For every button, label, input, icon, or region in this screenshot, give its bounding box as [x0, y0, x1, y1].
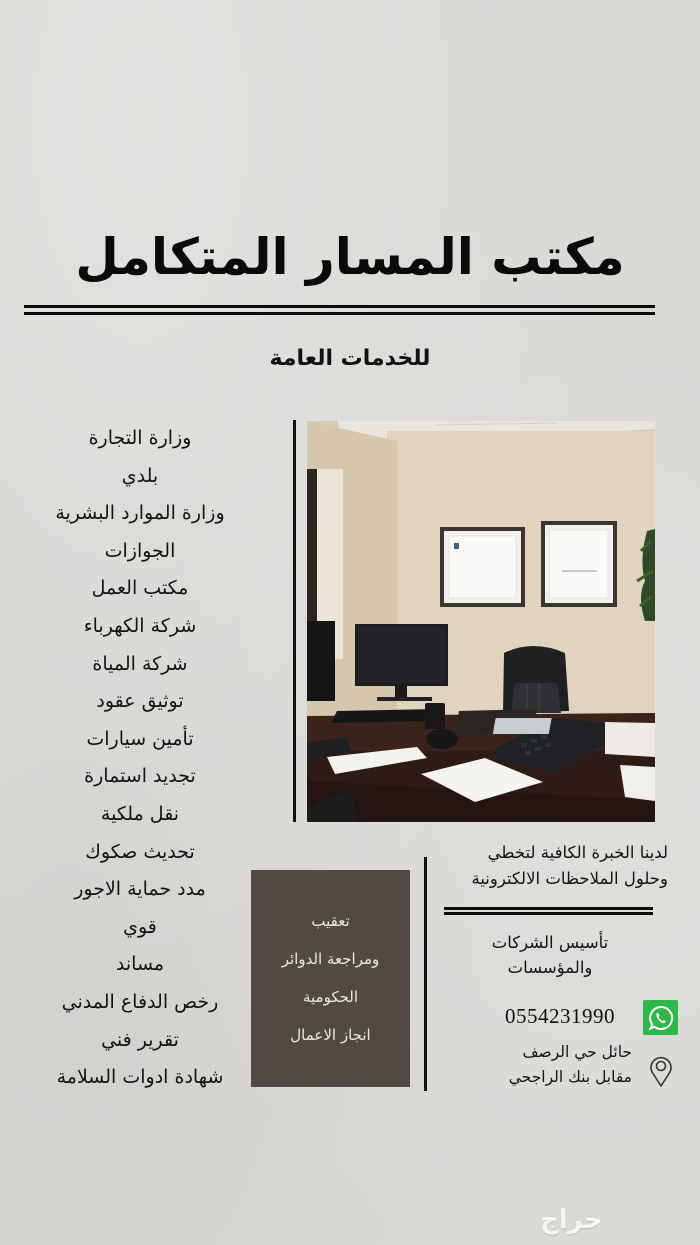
whatsapp-icon[interactable]	[643, 1000, 678, 1035]
office-photo	[307, 421, 655, 822]
service-item: وزارة الموارد البشرية	[55, 502, 225, 525]
service-item: نقل ملكية	[100, 802, 180, 825]
service-item: تحديث صكوك	[85, 840, 195, 863]
address-text	[470, 1040, 632, 1090]
map-pin-icon	[648, 1054, 674, 1088]
service-item: تقرير فني	[101, 1028, 179, 1051]
service-item: مدد حماية الاجور	[74, 878, 206, 901]
service-item: شهادة ادوات السلامة	[56, 1066, 224, 1089]
company-founding-text	[470, 930, 630, 980]
haraj-watermark-logo: حراج	[540, 1205, 603, 1235]
photo-side-rule	[293, 420, 296, 822]
services-list	[20, 420, 260, 1097]
follow-up-line: ومراجعة الدوائر	[281, 950, 380, 968]
follow-up-services-box	[251, 870, 410, 1087]
follow-up-line: تعقيب	[311, 912, 350, 930]
title-divider-bottom	[24, 312, 655, 315]
service-item: الجوازات	[104, 539, 176, 562]
service-item: شركة الكهرباء	[83, 614, 197, 637]
address-line-2: مقابل بنك الراجحي	[508, 1068, 632, 1086]
service-item: قوي	[123, 915, 157, 938]
expertise-line-2: وحلول الملاحظات الالكترونية	[471, 869, 668, 888]
service-item: بلدي	[121, 464, 159, 487]
expertise-divider-top	[444, 907, 653, 910]
expertise-divider-bottom	[444, 912, 653, 915]
service-item: توثيق عقود	[96, 690, 184, 713]
service-item: مكتب العمل	[91, 577, 189, 600]
follow-up-line: الحكومية	[302, 988, 359, 1006]
follow-up-line: انجاز الاعمال	[290, 1026, 371, 1044]
service-item: مساند	[115, 953, 165, 976]
phone-number[interactable]: 0554231990	[505, 1004, 615, 1028]
title-divider-top	[24, 305, 655, 308]
contact-side-rule	[424, 857, 427, 1091]
service-item: تجديد استمارة	[84, 765, 196, 788]
expertise-line-1: لدينا الخبرة الكافية لتخطي	[487, 843, 668, 862]
expertise-text	[430, 840, 668, 892]
founding-line-1: تأسيس الشركات	[491, 933, 609, 952]
service-item: تأمين سيارات	[86, 727, 194, 750]
founding-line-2: والمؤسسات	[507, 958, 593, 977]
service-item: شركة المياة	[92, 652, 188, 675]
service-item: وزارة التجارة	[88, 427, 192, 449]
page-subtitle: للخدمات العامة	[269, 346, 431, 371]
address-line-1: حائل حي الرصف	[522, 1043, 632, 1061]
page-title: مكتب المسار المتكامل	[75, 228, 625, 286]
service-item: رخص الدفاع المدني	[61, 990, 219, 1013]
